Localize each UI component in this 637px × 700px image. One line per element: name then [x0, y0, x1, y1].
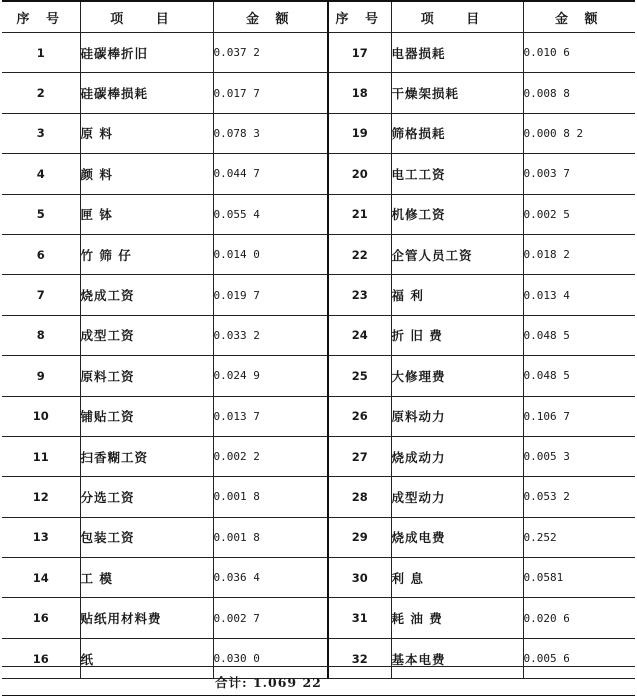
row-number-right: 27 [328, 436, 391, 476]
cost-table [2, 0, 635, 679]
header-seq-right: 序 号 [328, 1, 391, 33]
row-number-right: 23 [328, 275, 391, 315]
row-number-right: 28 [328, 477, 391, 517]
row-item-right: 电工工资 [391, 154, 523, 194]
row-number-left: 13 [2, 517, 80, 557]
row-number-left: 14 [2, 558, 80, 598]
row-item-left: 烧成工资 [80, 275, 213, 315]
row-number-left: 11 [2, 436, 80, 476]
row-amount-left: 0.001 8 [213, 477, 328, 517]
row-item-left: 竹 筛 仔 [80, 234, 213, 274]
row-item-right: 成型动力 [391, 477, 523, 517]
row-amount-right: 0.053 2 [523, 477, 635, 517]
row-amount-left: 0.019 7 [213, 275, 328, 315]
row-item-left: 纸 [80, 638, 213, 678]
row-item-left: 工 模 [80, 558, 213, 598]
header-seq-left: 序 号 [2, 1, 80, 33]
row-number-left: 2 [2, 73, 80, 113]
table-row [2, 396, 635, 436]
header-item-left: 项 目 [80, 1, 213, 33]
row-amount-right: 0.020 6 [523, 598, 635, 638]
row-number-left: 10 [2, 396, 80, 436]
row-amount-right: 0.008 8 [523, 73, 635, 113]
table-row [2, 477, 635, 517]
table-row [2, 315, 635, 355]
row-number-right: 30 [328, 558, 391, 598]
row-item-left: 颜 料 [80, 154, 213, 194]
row-number-right: 31 [328, 598, 391, 638]
row-amount-right: 0.010 6 [523, 33, 635, 73]
row-number-right: 20 [328, 154, 391, 194]
table-row [2, 275, 635, 315]
row-number-right: 25 [328, 356, 391, 396]
row-amount-left: 0.036 4 [213, 558, 328, 598]
row-amount-left: 0.017 7 [213, 73, 328, 113]
row-amount-left: 0.078 3 [213, 113, 328, 153]
row-number-right: 21 [328, 194, 391, 234]
row-item-left: 硅碳棒损耗 [80, 73, 213, 113]
row-number-left: 16 [2, 598, 80, 638]
row-amount-right: 0.000 8 2 [523, 113, 635, 153]
total-amount: 合计: 1.069 22 [215, 675, 322, 690]
table-row [2, 33, 635, 73]
row-amount-right: 0.005 6 [523, 638, 635, 678]
row-amount-right: 0.106 7 [523, 396, 635, 436]
row-number-left: 6 [2, 234, 80, 274]
row-amount-left: 0.013 7 [213, 396, 328, 436]
header-item-right: 项 目 [391, 1, 523, 33]
row-amount-right: 0.018 2 [523, 234, 635, 274]
table-row [2, 558, 635, 598]
row-number-right: 26 [328, 396, 391, 436]
header-amount-left: 金 额 [213, 1, 328, 33]
document-page [2, 0, 635, 700]
row-item-left: 铺贴工资 [80, 396, 213, 436]
row-item-left: 原料工资 [80, 356, 213, 396]
row-item-right: 筛格损耗 [391, 113, 523, 153]
table-body [2, 33, 635, 679]
row-number-left: 12 [2, 477, 80, 517]
row-amount-left: 0.024 9 [213, 356, 328, 396]
row-number-left: 1 [2, 33, 80, 73]
row-number-right: 19 [328, 113, 391, 153]
row-amount-right: 0.252 [523, 517, 635, 557]
header-row [2, 1, 635, 33]
row-item-right: 烧成动力 [391, 436, 523, 476]
table-row [2, 356, 635, 396]
row-amount-left: 0.002 7 [213, 598, 328, 638]
row-amount-right: 0.048 5 [523, 315, 635, 355]
row-number-right: 24 [328, 315, 391, 355]
table-row [2, 194, 635, 234]
row-item-left: 包装工资 [80, 517, 213, 557]
row-number-right: 32 [328, 638, 391, 678]
row-amount-right: 0.013 4 [523, 275, 635, 315]
row-number-right: 22 [328, 234, 391, 274]
row-item-left: 分选工资 [80, 477, 213, 517]
row-amount-right: 0.048 5 [523, 356, 635, 396]
row-amount-left: 0.033 2 [213, 315, 328, 355]
row-item-right: 福 利 [391, 275, 523, 315]
row-amount-right: 0.0581 [523, 558, 635, 598]
row-item-right: 耗 油 费 [391, 598, 523, 638]
row-amount-left: 0.002 2 [213, 436, 328, 476]
row-number-right: 29 [328, 517, 391, 557]
row-number-left: 4 [2, 154, 80, 194]
row-item-left: 匣 钵 [80, 194, 213, 234]
table-row [2, 517, 635, 557]
row-number-left: 8 [2, 315, 80, 355]
row-item-right: 基本电费 [391, 638, 523, 678]
row-amount-right: 0.002 5 [523, 194, 635, 234]
table-row [2, 598, 635, 638]
row-item-right: 烧成电费 [391, 517, 523, 557]
row-item-right: 大修理费 [391, 356, 523, 396]
row-amount-left: 0.037 2 [213, 33, 328, 73]
table-row [2, 436, 635, 476]
row-number-right: 18 [328, 73, 391, 113]
table-row [2, 113, 635, 153]
row-number-left: 3 [2, 113, 80, 153]
table-row [2, 234, 635, 274]
row-number-right: 17 [328, 33, 391, 73]
row-number-left: 5 [2, 194, 80, 234]
row-amount-right: 0.005 3 [523, 436, 635, 476]
row-amount-left: 0.055 4 [213, 194, 328, 234]
row-amount-left: 0.030 0 [213, 638, 328, 678]
row-amount-left: 0.044 7 [213, 154, 328, 194]
row-amount-left: 0.001 8 [213, 517, 328, 557]
row-number-left: 9 [2, 356, 80, 396]
row-item-left: 硅碳棒折旧 [80, 33, 213, 73]
row-item-left: 原 料 [80, 113, 213, 153]
row-item-right: 利 息 [391, 558, 523, 598]
row-item-left: 扫香糊工资 [80, 436, 213, 476]
header-amount-right: 金 额 [523, 1, 635, 33]
table-row [2, 73, 635, 113]
row-item-right: 电器损耗 [391, 33, 523, 73]
row-item-left: 成型工资 [80, 315, 213, 355]
row-item-left: 贴纸用材料费 [80, 598, 213, 638]
row-item-right: 原料动力 [391, 396, 523, 436]
row-item-right: 企管人员工资 [391, 234, 523, 274]
total-row [2, 666, 635, 696]
row-item-right: 折 旧 费 [391, 315, 523, 355]
row-number-left: 16 [2, 638, 80, 678]
row-item-right: 机修工资 [391, 194, 523, 234]
row-amount-left: 0.014 0 [213, 234, 328, 274]
row-amount-right: 0.003 7 [523, 154, 635, 194]
row-number-left: 7 [2, 275, 80, 315]
table-row [2, 154, 635, 194]
row-item-right: 干燥架损耗 [391, 73, 523, 113]
